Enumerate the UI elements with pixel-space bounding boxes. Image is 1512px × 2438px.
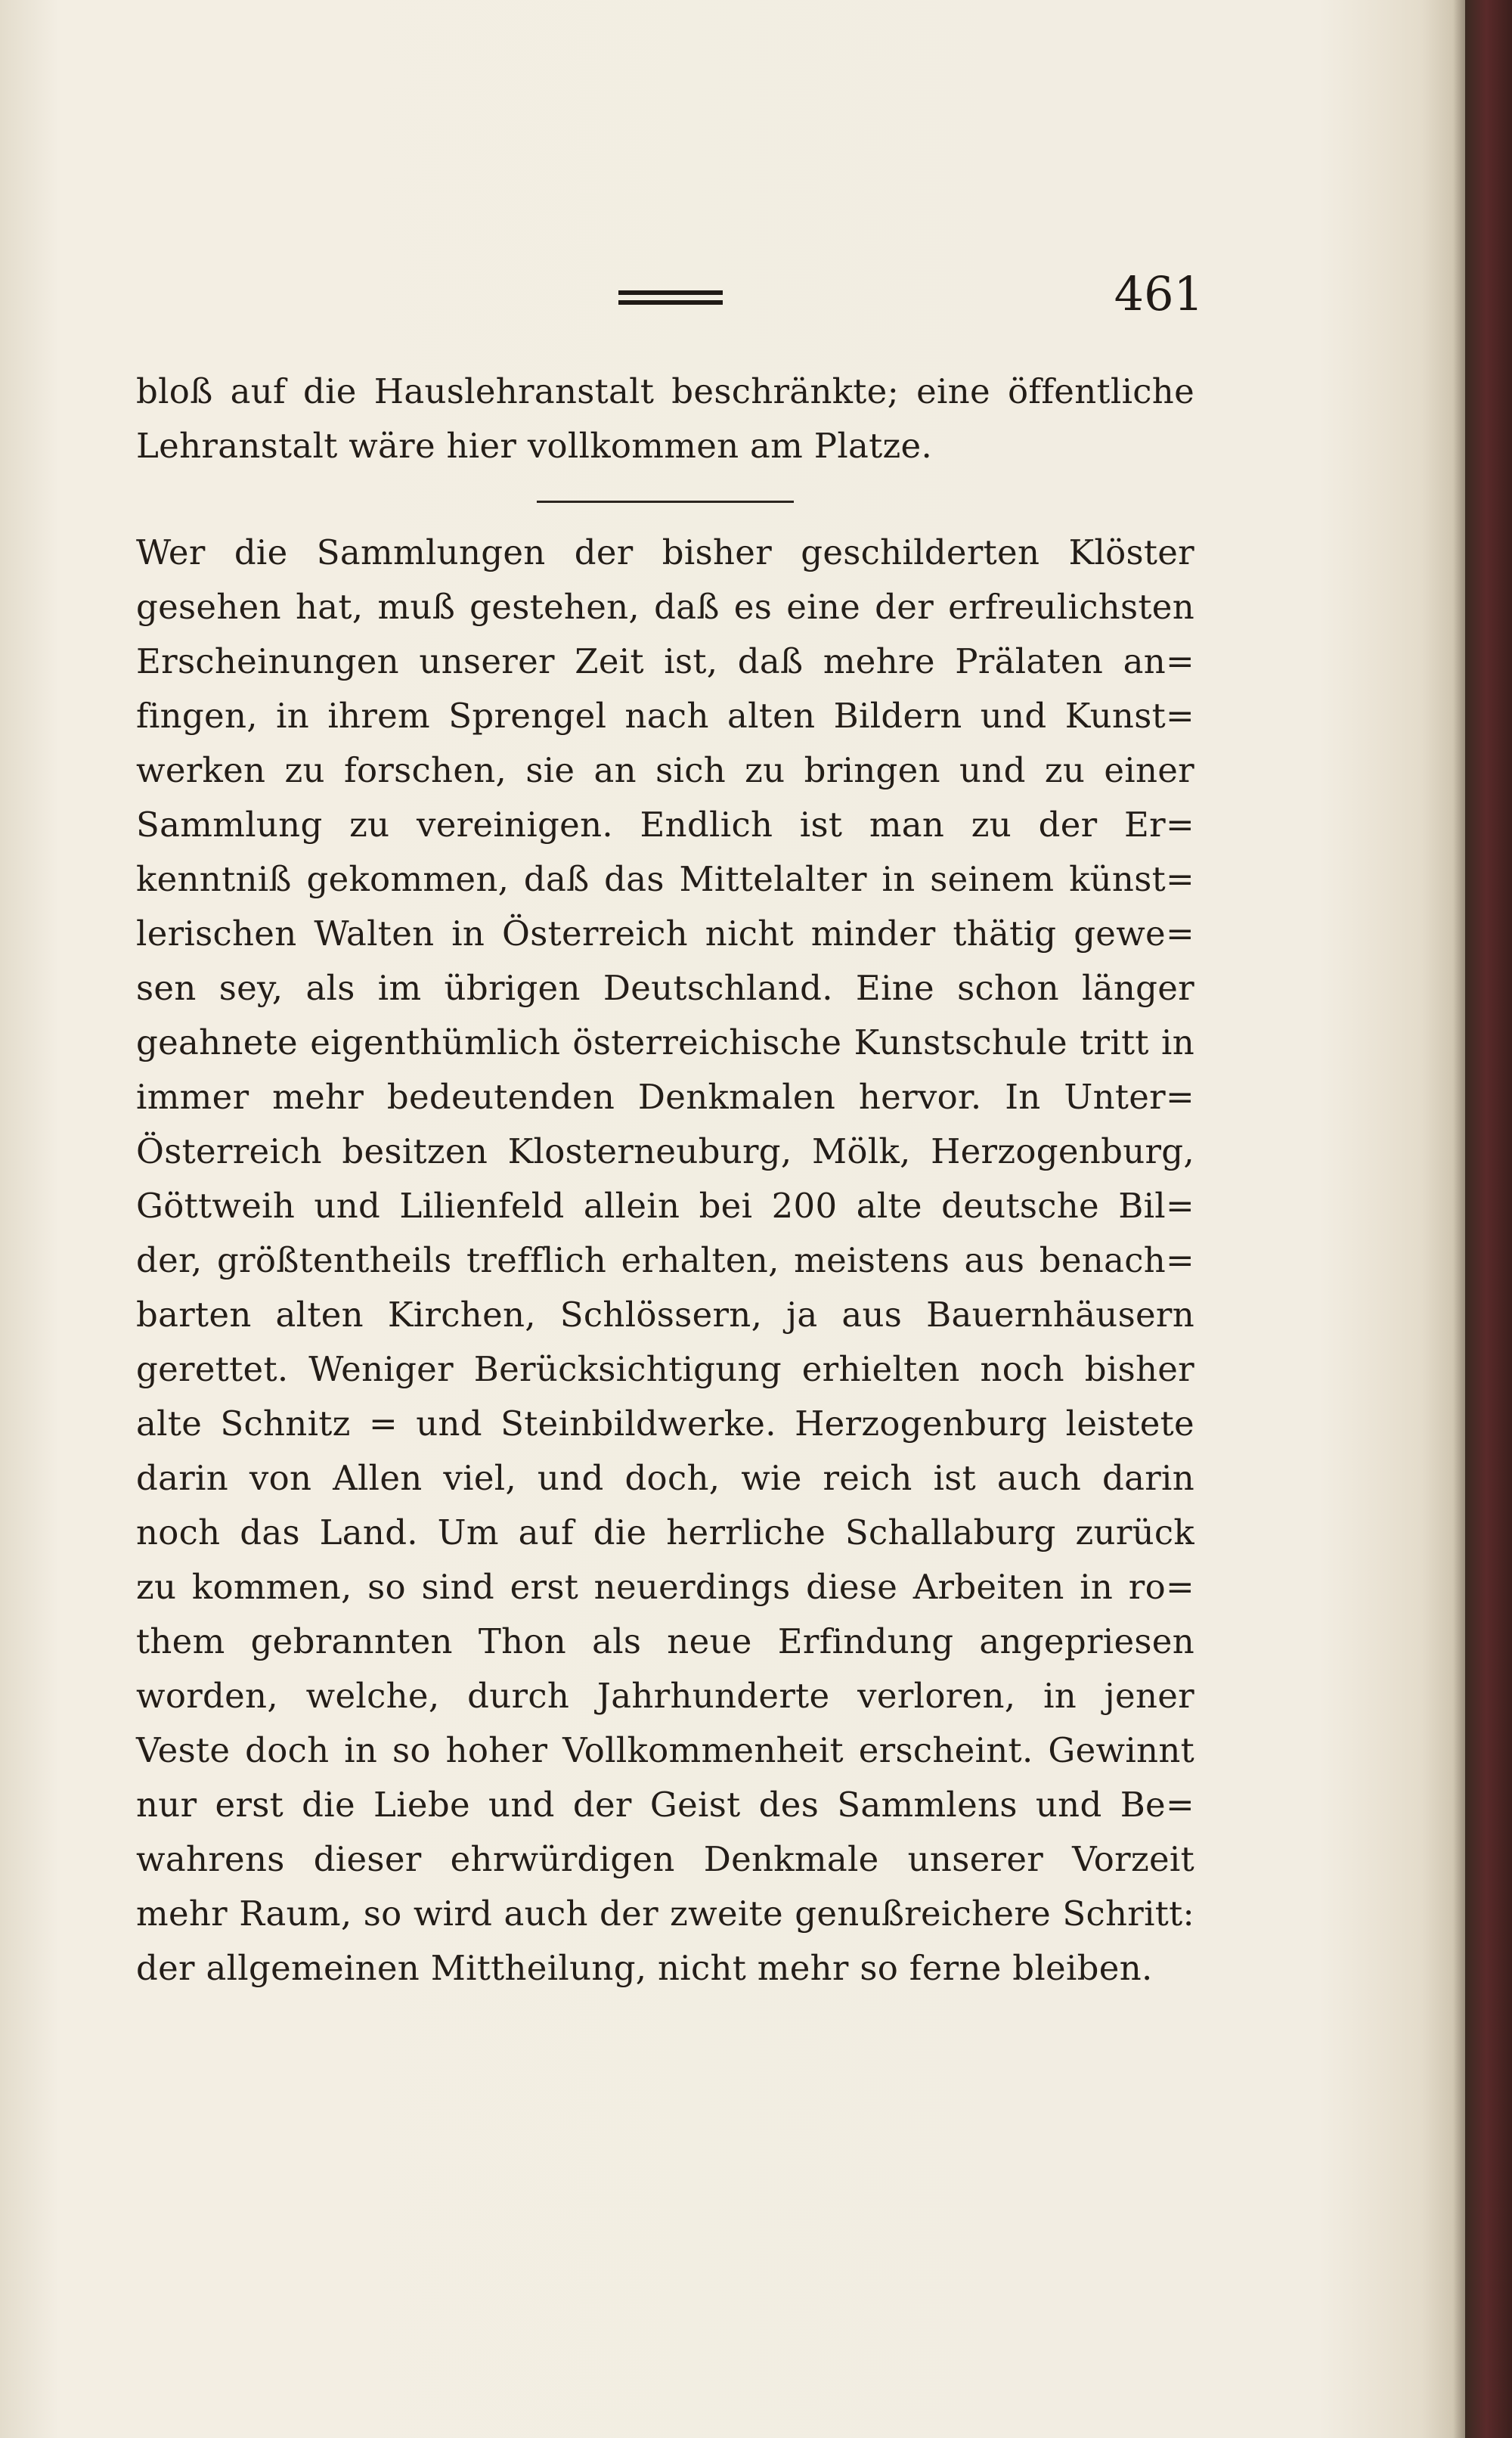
body-text-line: Erscheinungen unserer Zeit ist, daß mehre Prälaten an=: [136, 641, 1194, 681]
body-text-line: Österreich besitzen Klosterneuburg, Mölk, Herzogenburg,: [136, 1131, 1194, 1171]
body-text-line: werken zu forschen, sie an sich zu bringen und zu einer: [136, 750, 1194, 790]
body-text-line: geahnete eigenthümlich österreichische Kunstschule tritt in: [136, 1022, 1194, 1062]
body-text-line: lerischen Walten in Österreich nicht minder thätig gewe=: [136, 913, 1194, 954]
body-text-line: alte Schnitz = und Steinbildwerke. Herzogenburg leistete: [136, 1404, 1194, 1444]
body-text-line: wahrens dieser ehrwürdigen Denkmale unserer Vorzeit: [136, 1839, 1194, 1879]
body-text-line: Veste doch in so hoher Vollkommenheit erscheint. Gewinnt: [136, 1730, 1194, 1770]
continued-text-line: Lehranstalt wäre hier vollkommen am Platze.: [136, 426, 933, 466]
header-double-rule-bottom: [618, 300, 723, 305]
main-paragraph: [136, 526, 1194, 1996]
body-text-line: der allgemeinen Mittheilung, nicht mehr so ferne bleiben.: [136, 1948, 1153, 1988]
body-text-line: Göttweih und Lilienfeld allein bei 200 alte deutsche Bil=: [136, 1186, 1194, 1226]
body-text-line: gesehen hat, muß gestehen, daß es eine der erfreulichsten: [136, 587, 1194, 627]
body-text-line: kenntniß gekommen, daß das Mittelalter in seinem künst=: [136, 859, 1194, 899]
body-text-line: mehr Raum, so wird auch der zweite genußreichere Schritt:: [136, 1894, 1194, 1934]
continued-text-line: bloß auf die Hauslehranstalt beschränkte; eine öffentliche: [136, 371, 1194, 411]
body-text-line: immer mehr bedeutenden Denkmalen hervor. In Unter=: [136, 1077, 1194, 1117]
body-text-line: worden, welche, durch Jahrhunderte verloren, in jener: [136, 1676, 1194, 1716]
header-double-rule-top: [618, 290, 723, 295]
body-text-line: zu kommen, so sind erst neuerdings diese Arbeiten in ro=: [136, 1567, 1194, 1607]
body-text-line: noch das Land. Um auf die herrliche Schallaburg zurück: [136, 1512, 1194, 1552]
page-edge-shadow: [1453, 0, 1465, 2438]
body-text-line: fingen, in ihrem Sprengel nach alten Bildern und Kunst=: [136, 696, 1194, 736]
body-text-line: barten alten Kirchen, Schlössern, ja aus Bauernhäusern: [136, 1295, 1194, 1335]
continued-paragraph: [136, 364, 1194, 473]
body-text-line: sen sey, als im übrigen Deutschland. Eine schon länger: [136, 968, 1194, 1008]
section-divider: [537, 501, 794, 503]
body-text-line: them gebrannten Thon als neue Erfindung angepriesen: [136, 1621, 1194, 1661]
body-text-line: Wer die Sammlungen der bisher geschilderten Klöster: [136, 532, 1194, 572]
page-number: 461: [1114, 266, 1204, 321]
body-text-line: nur erst die Liebe und der Geist des Sammlens und Be=: [136, 1785, 1194, 1825]
body-text-line: darin von Allen viel, und doch, wie reich ist auch darin: [136, 1458, 1194, 1498]
body-text-line: Sammlung zu vereinigen. Endlich ist man zu der Er=: [136, 805, 1194, 845]
body-text-line: gerettet. Weniger Berücksichtigung erhielten noch bisher: [136, 1349, 1194, 1389]
book-binding-edge: [1465, 0, 1512, 2438]
body-text-line: der, größtentheils trefflich erhalten, meistens aus benach=: [136, 1240, 1194, 1280]
